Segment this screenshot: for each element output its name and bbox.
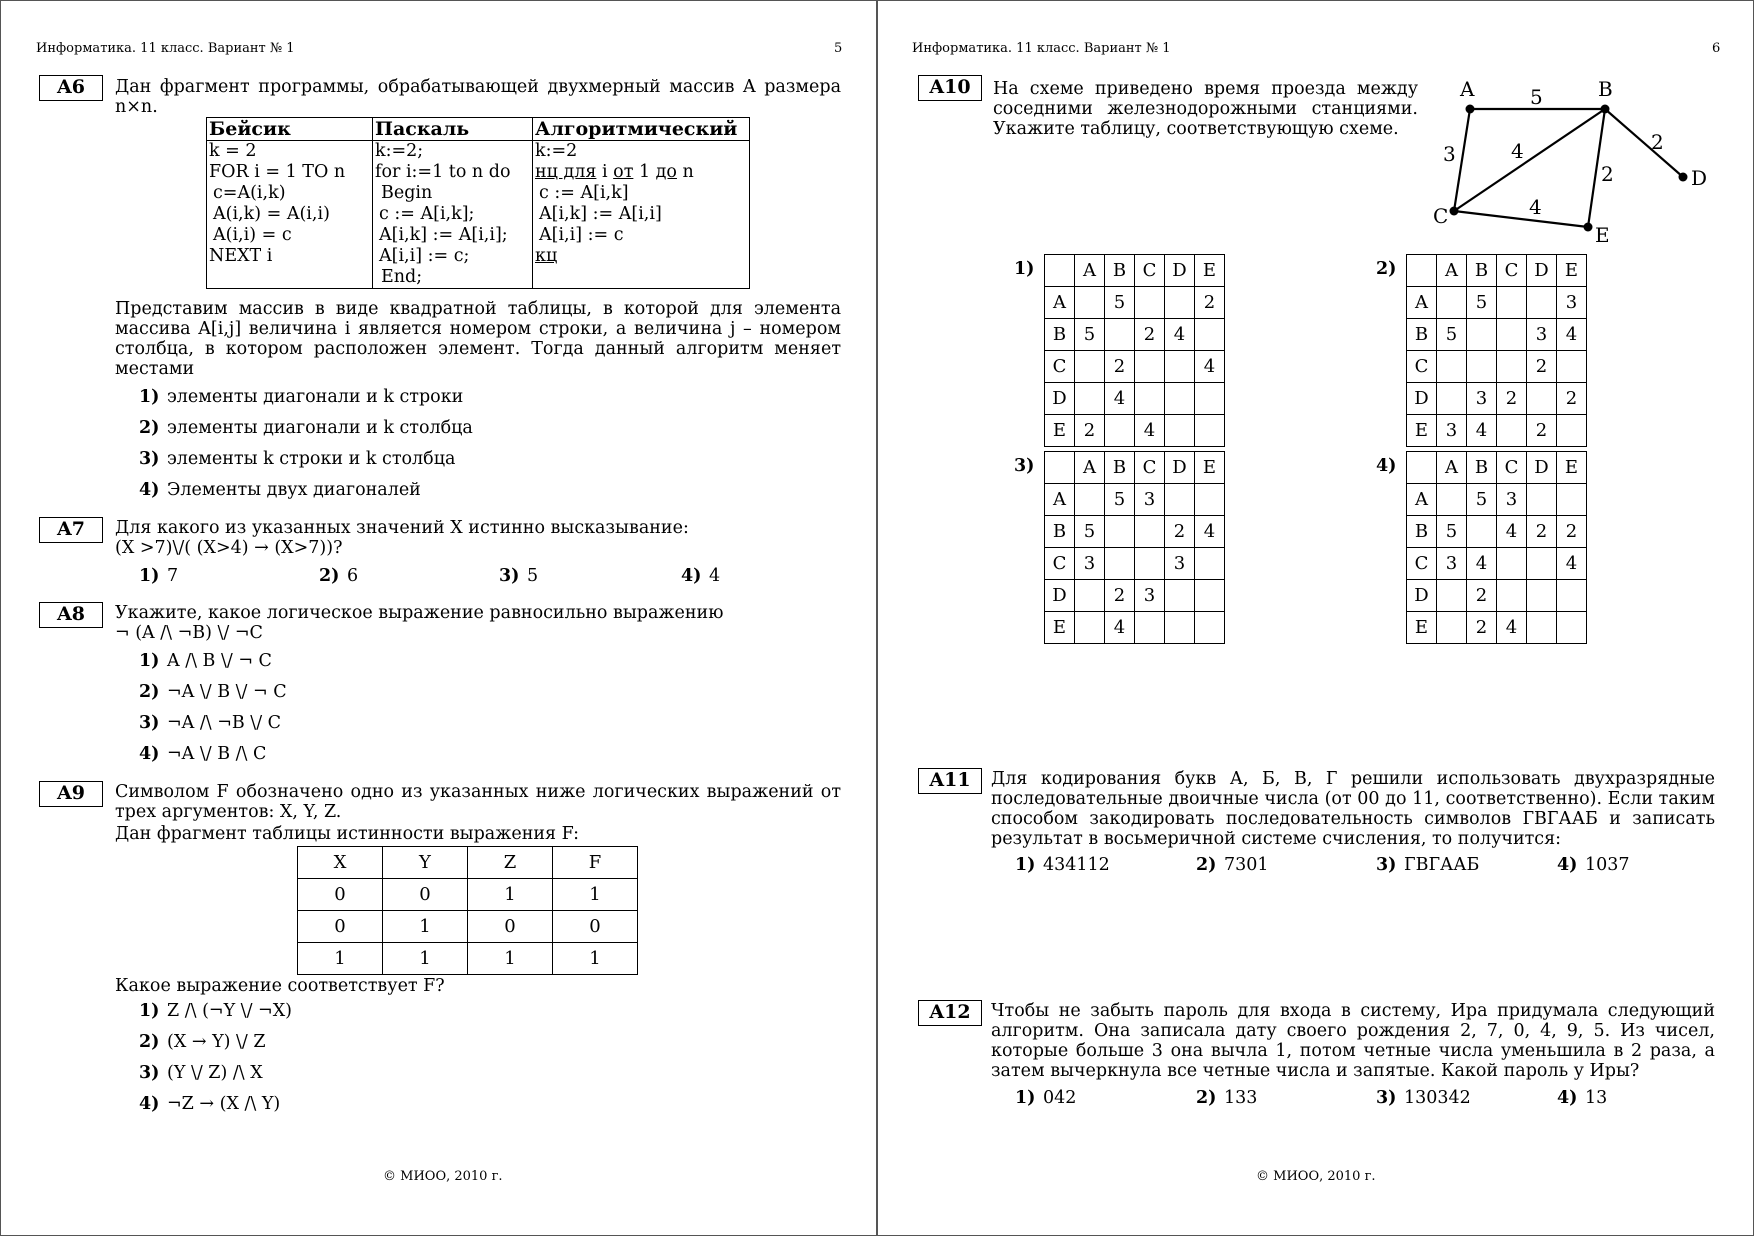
node-label-e: E (1595, 223, 1610, 247)
code-line: A(i,i) = c (213, 225, 292, 245)
code-line: k:=2; (375, 141, 424, 161)
code-table (206, 117, 750, 289)
code-line: c=A(i,k) (213, 183, 286, 203)
question-text-a8: Укажите, какое логическое выражение равносильно выражению (115, 603, 724, 623)
matrix-cell: 2 (1075, 415, 1105, 447)
matrix-cell (1497, 287, 1527, 319)
edge-weight-bc: 4 (1511, 139, 1524, 163)
matrix-cell: 4 (1467, 415, 1497, 447)
matrix-row-label: D (1045, 383, 1075, 415)
matrix-header-cell: D (1165, 452, 1195, 484)
matrix-cell (1527, 484, 1557, 516)
matrix-cell (1165, 484, 1195, 516)
matrix-header-cell: B (1105, 255, 1135, 287)
question-text-a9: Символом F обозначено одно из указанных ниже логических выражений от трех аргументов: X, Y, Z. (115, 782, 841, 822)
matrix-cell: 2 (1527, 351, 1557, 383)
option-a12-3: 3) 130342 (1376, 1088, 1471, 1108)
matrix-row-label: C (1045, 548, 1075, 580)
matrix-cell (1527, 548, 1557, 580)
option-a6-2: 2) элементы диагонали и k столбца (139, 418, 473, 438)
matrix-cell (1497, 548, 1527, 580)
matrix-cell (1467, 319, 1497, 351)
matrix-cell (1075, 383, 1105, 415)
matrix-row-label: C (1045, 351, 1075, 383)
matrix-cell (1105, 319, 1135, 351)
code-header-pascal: Паскаль (373, 118, 533, 141)
code-line: Begin (381, 183, 433, 203)
option-a11-1: 1) 434112 (1015, 855, 1110, 875)
edge-b-d (1605, 109, 1683, 177)
code-line: k = 2 (209, 141, 257, 161)
distance-matrix-2 (1406, 254, 1587, 447)
keyword: от (613, 162, 634, 182)
matrix-cell: 4 (1557, 319, 1587, 351)
code-line: FOR i = 1 TO n (209, 162, 346, 182)
matrix-row-label: E (1045, 612, 1075, 644)
option-a8-3: 3) ¬A /\ ¬B \/ C (139, 713, 282, 733)
code-header-basic: Бейсик (207, 118, 373, 141)
option-a6-4: 4) Элементы двух диагоналей (139, 480, 421, 500)
matrix-header-cell (1045, 255, 1075, 287)
matrix-cell (1105, 516, 1135, 548)
option-a9-3: 3) (Y \/ Z) /\ X (139, 1063, 263, 1083)
matrix-row-label: A (1045, 484, 1075, 516)
matrix-header-cell: A (1437, 452, 1467, 484)
question-text-a10: На схеме приведено время проезда между соседними железнодорожными станциями. Укажите таблицу, соответствующую схеме. (993, 79, 1418, 139)
question-label-a9: A9 (39, 781, 103, 807)
question-text-a6-2: Представим массив в виде квадратной таблицы, в которой для элемента массива A[i,j] величина i является номером строки, а величина j – номером столбца, в котором расположен элемент. Тогда данный алгоритм меняет местами (115, 299, 841, 379)
matrix-cell (1557, 612, 1587, 644)
matrix-header-cell: B (1467, 452, 1497, 484)
table-row (1045, 319, 1225, 351)
matrix-cell (1557, 580, 1587, 612)
option-a7-3: 3) 5 (499, 566, 539, 586)
distance-matrix-1 (1044, 254, 1225, 447)
page-number: 5 (834, 41, 843, 56)
matrix-header-row (1407, 255, 1587, 287)
matrix-header-cell: C (1135, 255, 1165, 287)
matrix-header-cell: A (1075, 255, 1105, 287)
matrix-cell (1467, 516, 1497, 548)
matrix-cell: 2 (1527, 415, 1557, 447)
matrix-cell: 4 (1195, 516, 1225, 548)
matrix-cell (1497, 319, 1527, 351)
option-a8-2: 2) ¬A \/ B \/ ¬ C (139, 682, 287, 702)
matrix-cell (1165, 287, 1195, 319)
matrix-row-label: B (1407, 319, 1437, 351)
matrix-cell: 2 (1165, 516, 1195, 548)
table-row (1045, 351, 1225, 383)
page-header-title: Информатика. 11 класс. Вариант № 1 (912, 41, 1171, 56)
table-row (1407, 415, 1587, 447)
table-row (1045, 484, 1225, 516)
matrix-cell (1437, 383, 1467, 415)
keyword: кц (535, 246, 558, 266)
matrix-cell (1135, 516, 1165, 548)
matrix-cell: 3 (1467, 383, 1497, 415)
matrix-cell: 5 (1105, 484, 1135, 516)
matrix-cell (1165, 612, 1195, 644)
question-label-a11: A11 (918, 768, 982, 794)
matrix-cell (1195, 548, 1225, 580)
page-header-title: Информатика. 11 класс. Вариант № 1 (36, 41, 295, 56)
option-a6-3: 3) элементы k строки и k столбца (139, 449, 456, 469)
matrix-row-label: D (1407, 580, 1437, 612)
matrix-row-label: A (1407, 484, 1437, 516)
matrix-header-cell: B (1467, 255, 1497, 287)
matrix-cell (1195, 415, 1225, 447)
table-row (1407, 612, 1587, 644)
matrix-cell: 3 (1135, 484, 1165, 516)
matrix-label-2: 2) (1376, 259, 1397, 279)
matrix-cell (1075, 580, 1105, 612)
matrix-cell (1135, 612, 1165, 644)
code-header-alg: Алгоритмический (533, 118, 750, 141)
matrix-cell: 4 (1497, 516, 1527, 548)
table-row: 0 1 0 0 (298, 911, 638, 943)
matrix-row-label: D (1407, 383, 1437, 415)
node-c (1450, 207, 1459, 216)
matrix-cell (1557, 351, 1587, 383)
matrix-cell (1075, 612, 1105, 644)
table-row (1407, 548, 1587, 580)
matrix-cell: 2 (1105, 351, 1135, 383)
matrix-header-cell: A (1437, 255, 1467, 287)
matrix-header-cell: D (1165, 255, 1195, 287)
matrix-cell: 5 (1437, 319, 1467, 351)
matrix-cell (1557, 484, 1587, 516)
code-line: A[i,i] := c (539, 225, 624, 245)
matrix-cell (1437, 287, 1467, 319)
code-line: NEXT i (209, 246, 273, 266)
right-page (877, 0, 1754, 1236)
matrix-cell (1165, 415, 1195, 447)
matrix-cell (1195, 319, 1225, 351)
matrix-cell (1195, 383, 1225, 415)
node-label-c: C (1433, 204, 1449, 228)
table-row (1407, 287, 1587, 319)
matrix-header-cell: C (1497, 452, 1527, 484)
matrix-cell (1195, 580, 1225, 612)
table-row (1407, 516, 1587, 548)
code-line: нц для i от 1 до n (535, 162, 694, 182)
distance-matrix-4 (1406, 451, 1587, 644)
matrix-cell (1527, 383, 1557, 415)
matrix-cell: 2 (1105, 580, 1135, 612)
matrix-cell: 5 (1075, 319, 1105, 351)
railway-graph (1418, 71, 1738, 251)
option-a12-4: 4) 13 (1557, 1088, 1608, 1108)
edge-weight-be: 2 (1601, 162, 1614, 186)
table-row (1045, 548, 1225, 580)
matrix-cell: 2 (1135, 319, 1165, 351)
matrix-header-cell (1045, 452, 1075, 484)
matrix-cell (1527, 612, 1557, 644)
matrix-cell (1075, 484, 1105, 516)
table-row (1407, 383, 1587, 415)
matrix-cell (1135, 287, 1165, 319)
matrix-cell (1437, 612, 1467, 644)
matrix-cell: 5 (1437, 516, 1467, 548)
question-label-a7: A7 (39, 517, 103, 543)
matrix-cell: 2 (1195, 287, 1225, 319)
table-row (1045, 612, 1225, 644)
option-a11-4: 4) 1037 (1557, 855, 1630, 875)
option-a8-1: 1) A /\ B \/ ¬ C (139, 651, 272, 671)
matrix-cell: 2 (1557, 383, 1587, 415)
code-basic (207, 141, 373, 289)
matrix-row-label: D (1045, 580, 1075, 612)
code-line: c := A[i,k]; (379, 204, 475, 224)
option-a9-1: 1) Z /\ (¬Y \/ ¬X) (139, 1001, 292, 1021)
edge-weight-bd: 2 (1651, 130, 1664, 154)
matrix-row-label: E (1407, 415, 1437, 447)
matrix-cell (1467, 351, 1497, 383)
matrix-cell (1165, 351, 1195, 383)
question-text-a9-2: Дан фрагмент таблицы истинности выражения F: (115, 824, 580, 844)
matrix-header-cell: A (1075, 452, 1105, 484)
code-line: End; (381, 267, 423, 287)
node-d (1679, 173, 1688, 182)
page-number: 6 (1712, 41, 1721, 56)
table-row (1407, 351, 1587, 383)
option-a8-4: 4) ¬A \/ B /\ C (139, 744, 267, 764)
option-a9-2: 2) (X → Y) \/ Z (139, 1032, 266, 1052)
matrix-cell: 3 (1497, 484, 1527, 516)
table-row (1045, 580, 1225, 612)
matrix-row-label: B (1407, 516, 1437, 548)
table-row (1407, 484, 1587, 516)
matrix-row-label: B (1045, 319, 1075, 351)
node-b (1601, 105, 1610, 114)
matrix-row-label: E (1045, 415, 1075, 447)
matrix-cell: 4 (1557, 548, 1587, 580)
matrix-header-cell: E (1557, 452, 1587, 484)
node-label-b: B (1598, 77, 1613, 101)
keyword: нц для (535, 162, 597, 182)
code-line: k:=2 (535, 141, 578, 161)
matrix-cell: 5 (1075, 516, 1105, 548)
question-label-a12: A12 (918, 1000, 982, 1026)
formula-a8: ¬ (A /\ ¬B) \/ ¬C (115, 623, 263, 643)
matrix-cell (1557, 415, 1587, 447)
question-text-a11: Для кодирования букв А, Б, В, Г решили использовать двухразрядные последовательные двоичные числа (от 00 до 11, соответственно). Если таким способом закодировать последовательность символов ГВГААБ и записать результат в восьмеричной системе счисления, то получится: (991, 769, 1715, 849)
matrix-label-3: 3) (1014, 456, 1035, 476)
matrix-header-cell: E (1195, 255, 1225, 287)
edge-c-e (1454, 211, 1588, 227)
matrix-header-row (1045, 452, 1225, 484)
matrix-cell: 2 (1557, 516, 1587, 548)
edge-weight-ac: 3 (1443, 142, 1456, 166)
matrix-cell: 4 (1135, 415, 1165, 447)
matrix-cell (1105, 548, 1135, 580)
matrix-cell (1497, 415, 1527, 447)
matrix-cell (1075, 287, 1105, 319)
truth-header-row: X Y Z F (298, 847, 638, 879)
code-line: A(i,k) = A(i,i) (213, 204, 330, 224)
question-label-a8: A8 (39, 602, 103, 628)
matrix-cell: 4 (1195, 351, 1225, 383)
edge-a-c (1454, 109, 1470, 211)
matrix-label-1: 1) (1014, 259, 1035, 279)
node-label-a: A (1460, 77, 1475, 101)
option-a11-2: 2) 7301 (1196, 855, 1269, 875)
truth-table (297, 846, 638, 975)
option-a12-1: 1) 042 (1015, 1088, 1077, 1108)
table-row (1407, 580, 1587, 612)
edge-weight-ce: 4 (1529, 195, 1542, 219)
matrix-cell: 5 (1467, 484, 1497, 516)
matrix-cell: 3 (1527, 319, 1557, 351)
question-text-a7: Для какого из указанных значений X истинно высказывание: (115, 518, 689, 538)
code-line: for i:=1 to n do (375, 162, 511, 182)
matrix-cell: 3 (1557, 287, 1587, 319)
matrix-cell: 4 (1497, 612, 1527, 644)
matrix-cell (1165, 383, 1195, 415)
matrix-label-4: 4) (1376, 456, 1397, 476)
option-a11-3: 3) ГВГААБ (1376, 855, 1480, 875)
matrix-cell: 4 (1105, 612, 1135, 644)
matrix-row-label: C (1407, 351, 1437, 383)
code-line: A[i,k] := A[i,i] (539, 204, 662, 224)
matrix-header-cell: E (1557, 255, 1587, 287)
matrix-cell (1497, 580, 1527, 612)
node-e (1584, 223, 1593, 232)
question-text-a12: Чтобы не забыть пароль для входа в систему, Ира придумала следующий алгоритм. Она записала дату своего рождения 2, 7, 0, 4, 9, 5. Из чисел, которые больше 3 она вычла 1, потом четные числа уменьшила в 2 раза, а затем вычеркнула все четные числа и запятые. Какой пароль у Иры? (991, 1001, 1715, 1081)
code-line: A[i,i] := c; (379, 246, 470, 266)
code-alg (533, 141, 750, 289)
matrix-cell (1195, 484, 1225, 516)
table-row: 0 0 1 1 (298, 879, 638, 911)
matrix-cell: 3 (1437, 548, 1467, 580)
matrix-cell (1135, 548, 1165, 580)
matrix-cell: 5 (1467, 287, 1497, 319)
matrix-header-cell: B (1105, 452, 1135, 484)
code-line: c := A[i,k] (539, 183, 629, 203)
formula-a7: (X >7)\/( (X>4) → (X>7))? (115, 538, 343, 558)
matrix-cell: 3 (1437, 415, 1467, 447)
matrix-row-label: A (1407, 287, 1437, 319)
matrix-cell (1437, 484, 1467, 516)
matrix-cell (1135, 383, 1165, 415)
matrix-cell (1437, 351, 1467, 383)
matrix-cell: 2 (1527, 516, 1557, 548)
edge-weight-ab: 5 (1530, 85, 1543, 109)
option-a7-2: 2) 6 (319, 566, 359, 586)
code-line: A[i,k] := A[i,i]; (379, 225, 508, 245)
matrix-cell (1527, 580, 1557, 612)
question-text-a6: Дан фрагмент программы, обрабатывающей двухмерный массив A размера n×n. (115, 77, 841, 117)
matrix-header-cell (1407, 255, 1437, 287)
option-a6-1: 1) элементы диагонали и k строки (139, 387, 464, 407)
matrix-header-cell: D (1527, 452, 1557, 484)
matrix-header-row (1045, 255, 1225, 287)
matrix-cell (1527, 287, 1557, 319)
matrix-row-label: C (1407, 548, 1437, 580)
matrix-row-label: E (1407, 612, 1437, 644)
matrix-cell (1165, 580, 1195, 612)
option-a7-1: 1) 7 (139, 566, 179, 586)
question-label-a10: A10 (918, 75, 982, 101)
matrix-cell (1497, 351, 1527, 383)
matrix-cell (1195, 612, 1225, 644)
matrix-cell (1105, 415, 1135, 447)
page-footer: © МИОО, 2010 г. (1256, 1169, 1376, 1184)
matrix-cell (1135, 351, 1165, 383)
keyword: до (655, 162, 677, 182)
matrix-cell: 2 (1467, 612, 1497, 644)
table-row (1045, 516, 1225, 548)
matrix-row-label: B (1045, 516, 1075, 548)
matrix-cell: 3 (1075, 548, 1105, 580)
matrix-header-cell: E (1195, 452, 1225, 484)
table-row (1045, 415, 1225, 447)
matrix-cell: 4 (1105, 383, 1135, 415)
question-label-a6: A6 (39, 75, 103, 101)
matrix-cell: 3 (1165, 548, 1195, 580)
node-a (1466, 105, 1475, 114)
matrix-cell: 5 (1105, 287, 1135, 319)
option-a9-4: 4) ¬Z → (X /\ Y) (139, 1094, 281, 1114)
matrix-cell: 4 (1467, 548, 1497, 580)
matrix-header-cell (1407, 452, 1437, 484)
code-pascal (373, 141, 533, 289)
table-row (1045, 383, 1225, 415)
table-row: 1 1 1 1 (298, 943, 638, 975)
matrix-header-cell: C (1497, 255, 1527, 287)
table-row (1045, 287, 1225, 319)
matrix-header-cell: D (1527, 255, 1557, 287)
table-row (1407, 319, 1587, 351)
distance-matrix-3 (1044, 451, 1225, 644)
matrix-row-label: A (1045, 287, 1075, 319)
matrix-cell (1437, 580, 1467, 612)
matrix-cell: 4 (1165, 319, 1195, 351)
matrix-header-cell: C (1135, 452, 1165, 484)
option-a12-2: 2) 133 (1196, 1088, 1258, 1108)
matrix-header-row (1407, 452, 1587, 484)
node-label-d: D (1691, 166, 1708, 190)
matrix-cell: 2 (1497, 383, 1527, 415)
page-footer: © МИОО, 2010 г. (383, 1169, 503, 1184)
matrix-cell (1075, 351, 1105, 383)
option-a7-4: 4) 4 (681, 566, 721, 586)
question-text-a9-3: Какое выражение соответствует F? (115, 976, 445, 996)
left-page (0, 0, 877, 1236)
matrix-cell: 3 (1135, 580, 1165, 612)
matrix-cell: 2 (1467, 580, 1497, 612)
